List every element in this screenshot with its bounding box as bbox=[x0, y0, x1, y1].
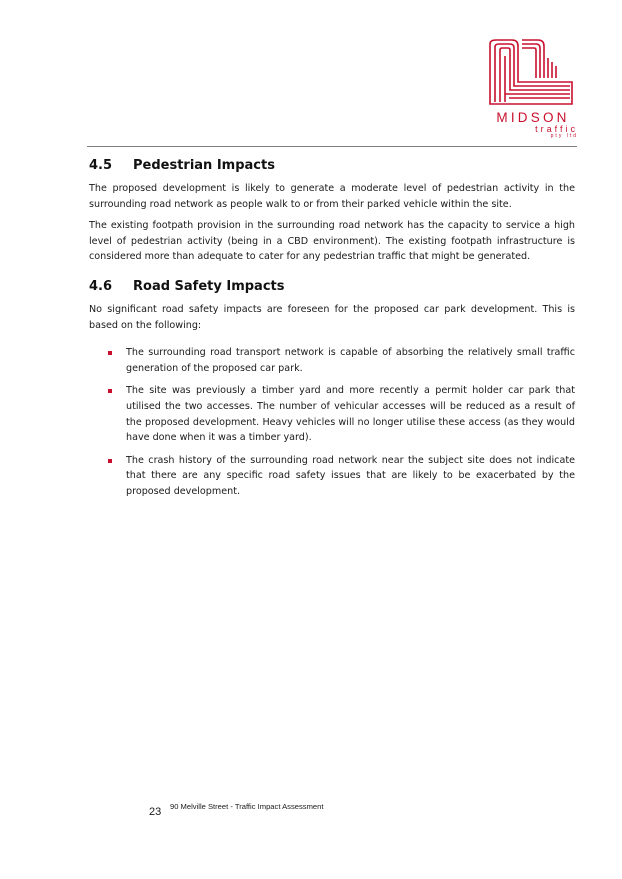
section-road-safety-impacts bbox=[89, 279, 575, 500]
page-number: 23 bbox=[149, 806, 162, 818]
section-heading bbox=[89, 279, 575, 294]
square-bullet-icon bbox=[108, 459, 112, 463]
logo-sub-text: traffic bbox=[535, 124, 578, 134]
list-item bbox=[89, 453, 575, 500]
logo-name-text: MIDSON bbox=[496, 110, 570, 125]
paragraph: No significant road safety impacts are foreseen for the proposed car park development. This is based on the following: bbox=[89, 303, 575, 331]
list-item bbox=[89, 345, 575, 376]
midson-logo-mark-icon bbox=[486, 38, 576, 106]
footer-document-title: 90 Melville Street - Traffic Impact Assessment bbox=[170, 802, 324, 811]
section-title: Pedestrian Impacts bbox=[133, 158, 275, 173]
paragraph: The existing footpath provision in the surrounding road network has the capacity to service a high level of pedestrian activity (being in a CBD environment). The existing footpath infrastructure is considered more than adequate to cater for any pedestrian traffic that might be generated. bbox=[89, 220, 575, 263]
section-heading bbox=[89, 158, 575, 173]
midson-traffic-logo bbox=[486, 38, 578, 139]
section-pedestrian-impacts bbox=[89, 158, 575, 265]
list-item bbox=[89, 383, 575, 445]
section-title: Road Safety Impacts bbox=[133, 278, 285, 294]
section-number: 4.6 bbox=[89, 278, 113, 294]
list-item-text: The site was previously a timber yard and more recently a permit holder car park that utilised the two accesses. The number of vehicular accesses will be reduced as a result of the proposed development. Heavy vehicles will no longer utilise these access (as they would have done when it was a timber yard). bbox=[126, 385, 575, 444]
paragraph: The proposed development is likely to generate a moderate level of pedestrian activity in the surrounding road network as people walk to or from their parked vehicle within the site. bbox=[89, 183, 575, 210]
bullet-list bbox=[89, 345, 575, 499]
list-item-text: The surrounding road transport network is capable of absorbing the relatively small traffic generation of the proposed car park. bbox=[126, 347, 575, 374]
document-body bbox=[89, 158, 575, 507]
square-bullet-icon bbox=[108, 351, 112, 355]
square-bullet-icon bbox=[108, 389, 112, 393]
header-divider bbox=[87, 146, 577, 147]
section-number: 4.5 bbox=[89, 158, 113, 173]
list-item-text: The crash history of the surrounding road network near the subject site does not indicate that there are any specific road safety issues that are likely to be exacerbated by the proposed development. bbox=[126, 454, 575, 497]
logo-pty-text: pty ltd bbox=[550, 133, 578, 139]
